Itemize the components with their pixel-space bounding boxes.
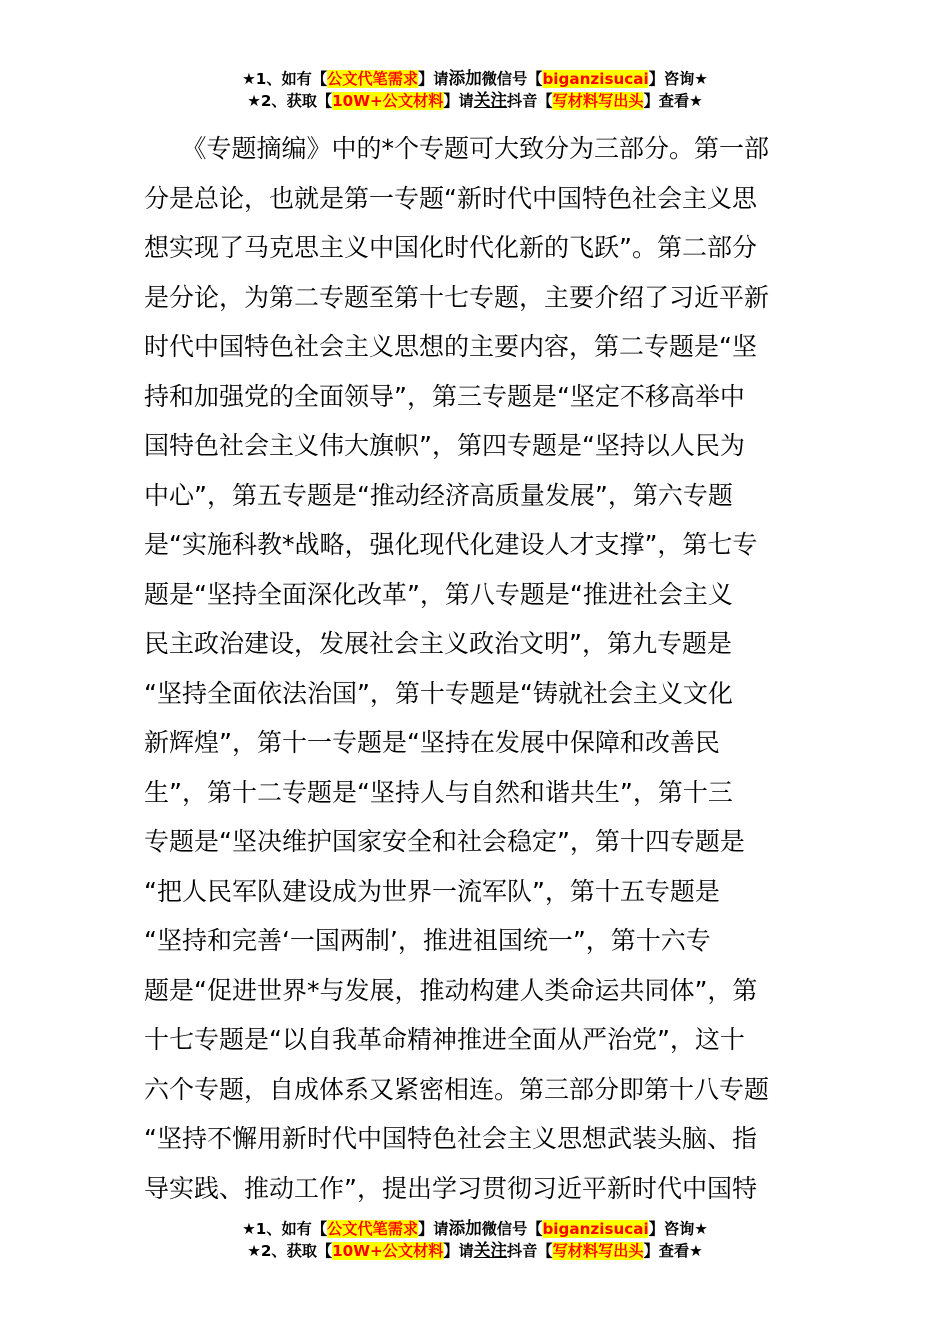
body-text-line: 是分论，为第二专题至第十七专题，主要介绍了习近平新	[144, 282, 770, 312]
star-icon: ★	[247, 1242, 261, 1260]
star-icon: ★	[242, 70, 256, 88]
wechat-id-highlight: biganzisucai	[542, 1220, 649, 1238]
banner-text: 】咨询★	[648, 70, 708, 88]
body-text-line: 十七专题是“以自我革命精神推进全面从严治党”，这十	[144, 1025, 745, 1054]
footer-banner	[0, 1218, 950, 1262]
star-icon: ★	[247, 92, 261, 110]
banner-line-2	[10, 90, 940, 112]
body-text-line: 民主政治建设，发展社会主义政治文明”，第九专题是	[144, 629, 732, 658]
body-text-line: 是“实施科教*战略，强化现代化建设人才支撑”，第七专	[144, 530, 758, 559]
banner-text: 】查看★	[643, 1242, 703, 1260]
douyin-account-highlight: 写材料写出头	[552, 1242, 644, 1260]
banner-text: 】请	[418, 70, 449, 88]
star-icon: ★	[242, 1220, 256, 1238]
banner-text: 2、获取【	[260, 92, 333, 110]
banner-text: 】请	[443, 1242, 474, 1260]
banner-text: 微信号【	[481, 70, 543, 88]
banner-text: 微信号【	[481, 1220, 543, 1238]
body-text-line: 题是“促进世界*与发展，推动构建人类命运共同体”，第	[144, 975, 758, 1005]
banner-text: 】查看★	[643, 92, 703, 110]
banner-emphasis: 关注	[473, 91, 508, 111]
body-text-line: “坚持不懈用新时代中国特色社会主义思想武装头脑、指	[144, 1124, 757, 1153]
banner-emphasis: 添加	[448, 69, 482, 89]
body-text-line: “坚持全面依法治国”，第十专题是“铸就社会主义文化	[144, 678, 733, 708]
banner-text: 】请	[443, 92, 474, 110]
banner-line-1	[10, 1218, 940, 1240]
ghostwriting-highlight: 公文代笔需求	[327, 1220, 419, 1238]
banner-emphasis: 关注	[473, 1241, 508, 1261]
banner-text: 抖音【	[507, 1242, 553, 1260]
banner-line-1	[10, 68, 940, 90]
body-text-line: “把人民军队建设成为世界一流军队”，第十五专题是	[144, 876, 720, 906]
body-text-line: 生”，第十二专题是“坚持人与自然和谐共生”，第十三	[144, 777, 733, 807]
ghostwriting-highlight: 公文代笔需求	[327, 70, 419, 88]
body-text-line: 六个专题，自成体系又紧密相连。第三部分即第十八专题	[144, 1074, 770, 1104]
body-text-line: 时代中国特色社会主义思想的主要内容，第二专题是“坚	[144, 332, 757, 361]
materials-highlight: 10W+公文材料	[332, 1242, 444, 1260]
body-text-line: “坚持和完善‘一国两制’，推进祖国统一”，第十六专	[144, 926, 711, 955]
body-text-line: 专题是“坚决维护国家安全和社会稳定”，第十四专题是	[144, 827, 745, 856]
body-text-line: 持和加强党的全面领导”，第三专题是“坚定不移高举中	[144, 381, 745, 411]
body-text-line: 新辉煌”，第十一专题是“坚持在发展中保障和改善民	[144, 728, 720, 757]
banner-text: 】请	[418, 1220, 449, 1238]
douyin-account-highlight: 写材料写出头	[552, 92, 644, 110]
body-text-line: 导实践、推动工作”，提出学习贯彻习近平新时代中国特	[144, 1173, 757, 1203]
banner-text: 2、获取【	[260, 1242, 333, 1260]
body-text-line: 想实现了马克思主义中国化时代化新的飞跃”。第二部分	[144, 233, 757, 262]
materials-highlight: 10W+公文材料	[332, 92, 444, 110]
banner-text: 抖音【	[507, 92, 553, 110]
header-banner	[0, 68, 950, 112]
body-text-line: 《专题摘编》中的*个专题可大致分为三部分。第一部	[144, 134, 770, 163]
banner-text: 1、如有【	[255, 70, 328, 88]
wechat-id-highlight: biganzisucai	[542, 70, 649, 88]
banner-emphasis: 添加	[448, 1219, 482, 1239]
banner-text: 】咨询★	[648, 1220, 708, 1238]
banner-line-2	[10, 1240, 940, 1262]
body-text-line: 题是“坚持全面深化改革”，第八专题是“推进社会主义	[144, 579, 733, 609]
document-body	[144, 124, 808, 1213]
body-text-line: 国特色社会主义伟大旗帜”，第四专题是“坚持以人民为	[144, 431, 745, 460]
body-text-line: 中心”，第五专题是“推动经济高质量发展”，第六专题	[144, 480, 733, 510]
body-text-line: 分是总论，也就是第一专题“新时代中国特色社会主义思	[144, 183, 757, 213]
banner-text: 1、如有【	[255, 1220, 328, 1238]
